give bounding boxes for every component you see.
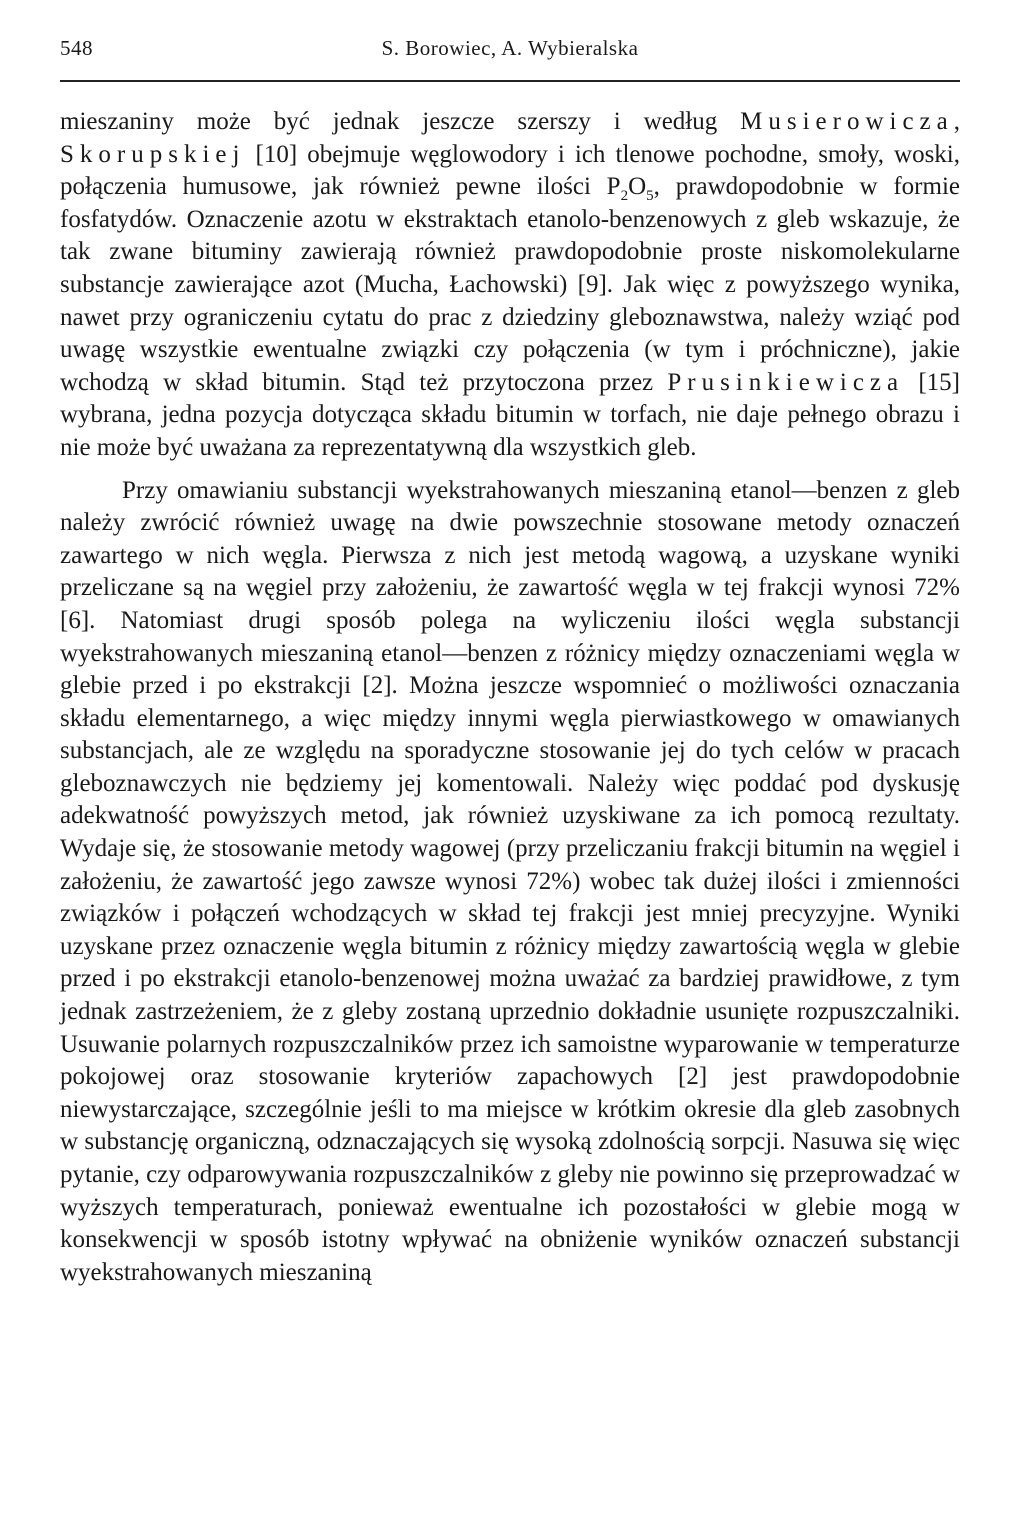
paragraph xyxy=(60,106,960,465)
paragraph xyxy=(60,475,960,1290)
header-divider xyxy=(60,80,960,82)
text-run: , xyxy=(953,108,960,135)
text-run: [15] wybrana, jedna pozycja dotycząca składu bitumin w torfach, nie daje pełnego obrazu i nie może być uważana za reprezentatywną dla wszystkich gleb. xyxy=(60,368,960,461)
page-number: 548 xyxy=(60,36,93,60)
subscript: 5 xyxy=(646,188,654,205)
body-text xyxy=(60,106,960,1289)
text-run: O xyxy=(628,173,647,201)
text-run: [10] obejmuje węglowodory i ich tlenowe pochodne, smoły, woski, połączenia humusowe, jak również pewne ilości P xyxy=(60,140,960,201)
text-run: mieszaniny może być jednak jeszcze szerszy i według xyxy=(60,108,741,135)
text-run: , prawdopodobnie w formie fosfatydów. Oznaczenie azotu w ekstraktach etanolo-benzenowych z gleb wskazuje, że tak zwane bituminy zawierają również prawdopodobnie proste niskomolekularne substancje zawierające azot (Mucha, Łachowski) [9]. Jak więc z powyższego wynika, nawet przy ograniczeniu cytatu do prac z dziedziny gleboznawstwa, należy wziąć pod uwagę wszystkie ewentualne związki czy połączenia (w tym i próchniczne), jakie wchodzą w skład bitumin. Stąd też przytoczona przez xyxy=(60,173,960,396)
text-run: Przy omawianiu substancji wyekstrahowanych mieszaniną etanol—benzen z gleb należy zwrócić również uwagę na dwie powszechnie stosowane metody oznaczeń zawartego w nich węgla. Pierwsza z nich jest metodą wagową, a uzyskane wyniki przeliczane są na węgiel przy założeniu, że zawartość węgla w tej frakcji wynosi 72% [6]. Natomiast drugi sposób polega na wyliczeniu ilości węgla substancji wyekstrahowanych mieszaniną etanol—benzen z różnicy między oznaczeniami węgla w glebie przed i po ekstrakcji [2]. Można jeszcze wspomnieć o możliwości oznaczania składu elementarnego, a więc między innymi węgla pierwiastkowego w omawianych substancjach, ale ze względu na sporadyczne stosowanie jej do tych celów w pracach gleboznawczych nie będziemy jej komentowali. Należy więc poddać pod dyskusję adekwatność powyższych metod, jak również uzyskiwane za ich pomocą rezultaty. Wydaje się, że stosowanie metody wagowej (przy przeliczaniu frakcji bitumin na węgiel i założeniu, że zawartość jego zawsze wynosi 72%) wobec tak dużej ilości i zmienności związków i połączeń wchodzących w skład tej frakcji jest mniej precyzyjne. Wyniki uzyskane przez oznaczenie węgla bitumin z różnicy między zawartością węgla w glebie przed i po ekstrakcji etanolo-benzenowej można uważać za bardziej prawidłowe, z tym jednak zastrzeżeniem, że z gleby zostaną uprzednio dokładnie usunięte rozpuszczalniki. Usuwanie polarnych rozpuszczalników przez ich samoistne wyparowanie w temperaturze pokojowej oraz stosowanie kryteriów zapachowych [2] jest prawdopodobnie niewystarczające, szczególnie jeśli to ma miejsce w krótkim okresie dla gleb zasobnych w substancję organiczną, odznaczających się wysoką zdolnością sorpcji. Nasuwa się więc pytanie, czy odparowywania rozpuszczalników z gleby nie powinno się przeprowadzać w wyższych temperaturach, ponieważ ewentualne ich pozostałości w glebie mogą w konsekwencji w sposób istotny wpływać na obniżenie wyników oznaczeń substancji wyekstrahowanych mieszaniną xyxy=(60,476,960,1286)
running-header xyxy=(60,18,960,58)
author-citation: Prusinkiewicza xyxy=(667,368,905,396)
author-citation: Skorupskiej xyxy=(60,140,246,168)
author-citation: Musierowicza xyxy=(740,108,954,135)
subscript: 2 xyxy=(620,188,629,205)
header-authors: S. Borowiec, A. Wybieralska xyxy=(381,36,639,60)
document-page xyxy=(60,18,960,1289)
